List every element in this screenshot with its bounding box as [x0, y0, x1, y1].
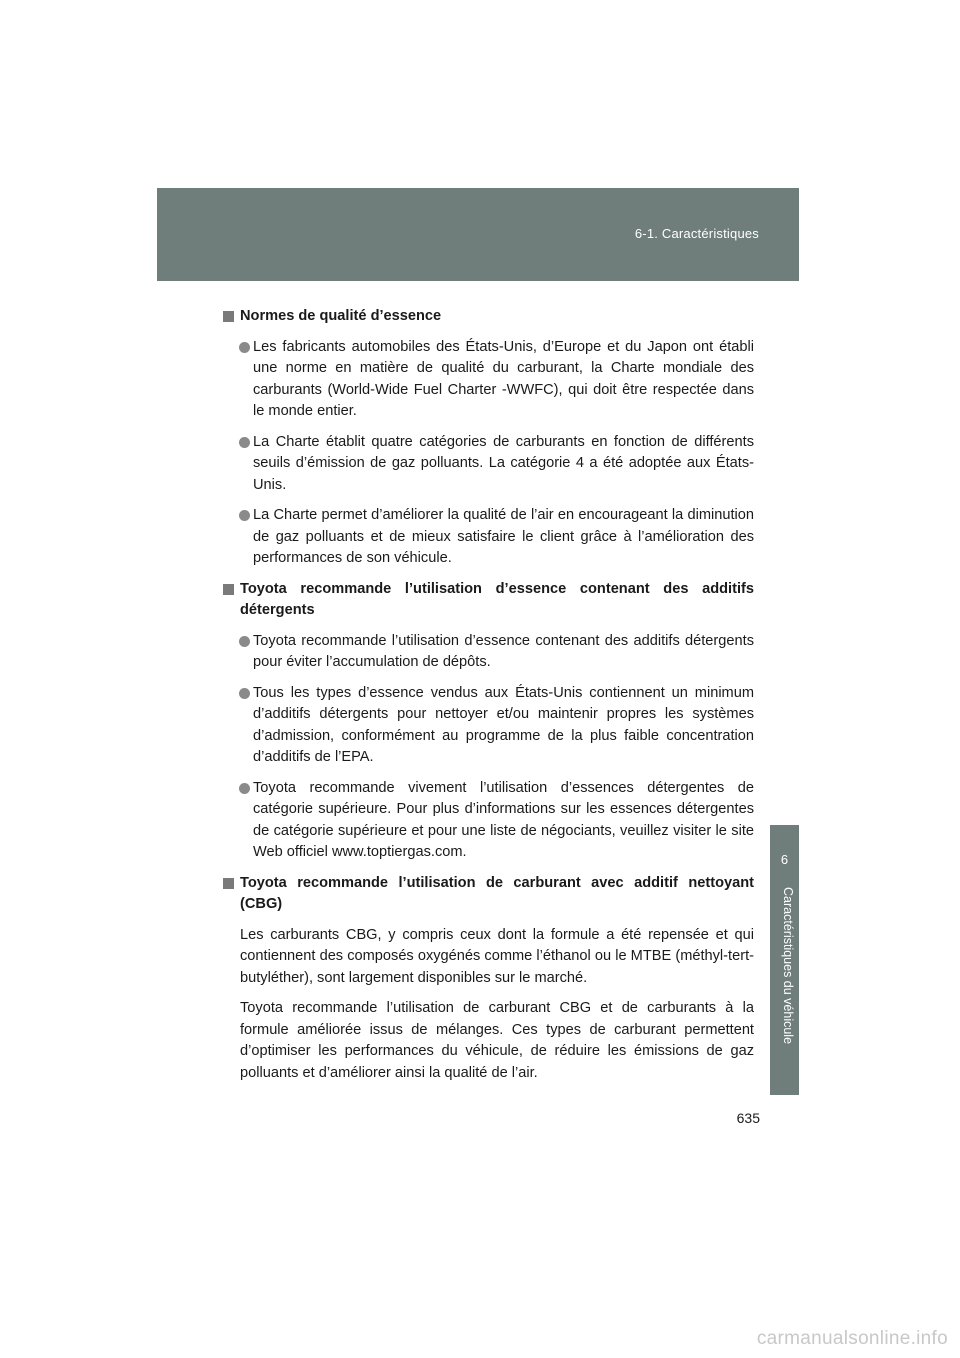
- round-bullet-icon: [239, 783, 250, 794]
- list-item: Toyota recommande l’utilisation d’essence contenant des additifs détergents pour éviter l’accumulation de dépôts.: [222, 631, 754, 674]
- list-item: Toyota recommande vivement l’utilisation d’essences détergentes de catégorie supérieure. Pour plus d’informations sur les essences détergentes de catégorie supérieure et pour une liste de négociants, veuillez visiter le site Web officiel www.toptiergas.com.: [222, 778, 754, 864]
- list-item: La Charte permet d’améliorer la qualité de l’air en encourageant la diminution de gaz polluants et de mieux satisfaire le client grâce à l’amélioration des performances de son véhicule.: [222, 505, 754, 570]
- page-content: [222, 306, 754, 1093]
- page-number: 635: [736, 1110, 760, 1126]
- chapter-tab: [770, 825, 799, 1095]
- chapter-number: 6: [780, 852, 789, 867]
- round-bullet-icon: [239, 688, 250, 699]
- list-item: La Charte établit quatre catégories de carburants en fonction de différents seuils d’émission de gaz polluants. La catégorie 4 a été adoptée aux États-Unis.: [222, 432, 754, 497]
- watermark: carmanualsonline.info: [756, 1328, 948, 1349]
- section-heading: Toyota recommande l’utilisation de carburant avec additif nettoyant (CBG): [222, 873, 754, 916]
- square-bullet-icon: [223, 878, 234, 889]
- round-bullet-icon: [239, 510, 250, 521]
- round-bullet-icon: [239, 342, 250, 353]
- round-bullet-icon: [239, 636, 250, 647]
- section-title: 6-1. Caractéristiques: [634, 226, 759, 241]
- square-bullet-icon: [223, 311, 234, 322]
- chapter-label: Caractéristiques du véhicule: [781, 887, 795, 1045]
- section-heading: Normes de qualité d’essence: [222, 306, 754, 328]
- list-item: Tous les types d’essence vendus aux États-Unis contiennent un minimum d’additifs détergents pour nettoyer et/ou maintenir propres les systèmes d’admission, conformément au programme de la plus faible concentration d’additifs de l’EPA.: [222, 683, 754, 769]
- body-paragraph: Toyota recommande l’utilisation de carburant CBG et de carburants à la formule améliorée issus de mélanges. Ces types de carburant permettent d’optimiser les performances du véhicule, de réduire les émissions de gaz polluants et d’améliorer ainsi la qualité de l’air.: [240, 1000, 754, 1081]
- section-heading: Toyota recommande l’utilisation d’essence contenant des additifs détergents: [222, 579, 754, 622]
- square-bullet-icon: [223, 584, 234, 595]
- body-paragraph: Les carburants CBG, y compris ceux dont la formule a été repensée et qui contiennent des composés oxygénés comme l’éthanol ou le MTBE (méthyl-tert-butyléther), sont largement disponibles sur le marché.: [240, 926, 754, 986]
- list-item: Les fabricants automobiles des États-Unis, d’Europe et du Japon ont établi une norme en matière de qualité du carburant, la Charte mondiale des carburants (World-Wide Fuel Charter -WWFC), qui doit être respectée dans le monde entier.: [222, 337, 754, 423]
- header-band: [157, 188, 799, 281]
- round-bullet-icon: [239, 437, 250, 448]
